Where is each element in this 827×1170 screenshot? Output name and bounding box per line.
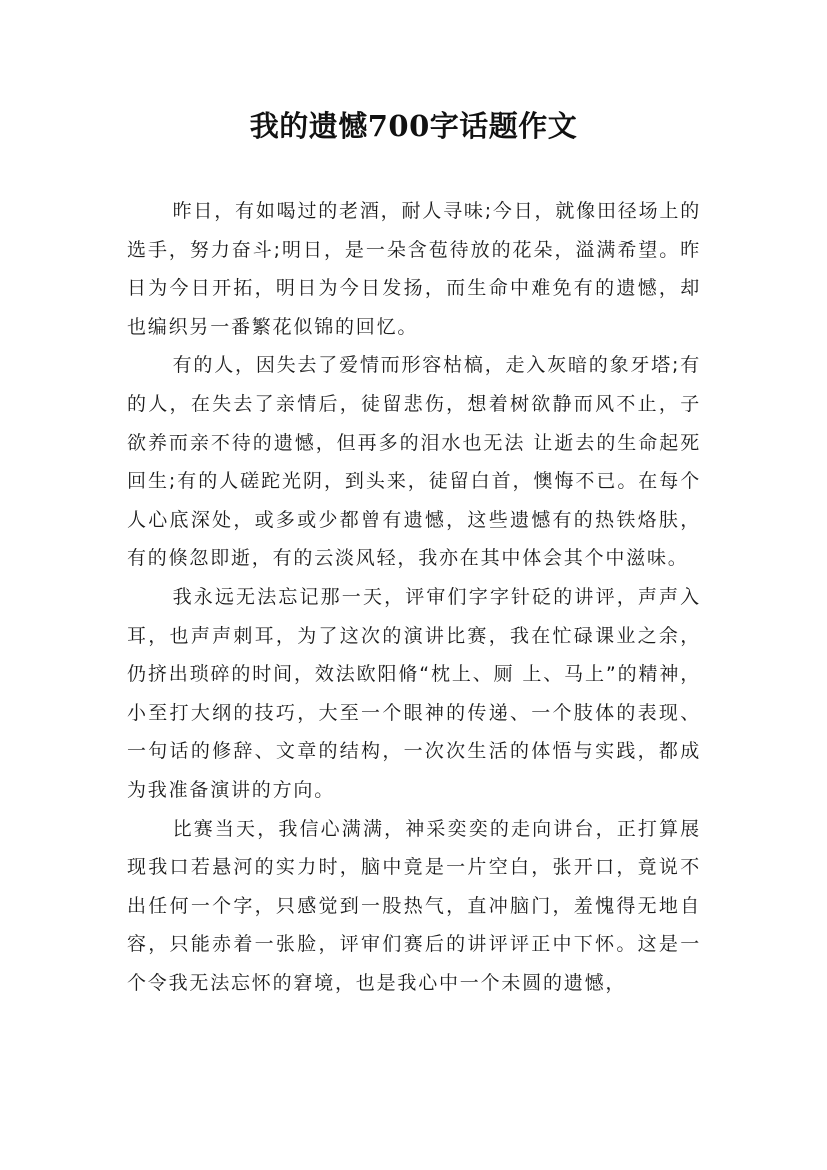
document-title: 我的遗憾700字话题作文	[249, 109, 578, 143]
paragraph-4: 比赛当天，我信心满满，神采奕奕的走向讲台，正打算展现我口若悬河的实力时，脑中竟是一片空白，张开口，竟说不出任何一个字，只感觉到一股热气，直冲脑门，羞愧得无地自容，只能赤着一张脸，评审们赛后的讲评评正中下怀。这是一个令我无法忘怀的窘境，也是我心中一个未圆的遗憾，	[127, 817, 701, 994]
paragraph-3: 我永远无法忘记那一天，评审们字字针砭的讲评，声声入耳，也声声刺耳，为了这次的演讲比赛，我在忙碌课业之余，仍挤出琐碎的时间，效法欧阳脩“枕上、厕 上、马上”的精神，小至打大纲的技巧，大至一个眼神的传递、一个肢体的表现、一句话的修辞、文章的结构，一次次生活的体悟与实践，都成为我准备演讲的方向。	[127, 585, 701, 801]
paragraph-1: 昨日，有如喝过的老酒，耐人寻味;今日，就像田径场上的选手，努力奋斗;明日，是一朵含苞待放的花朵，溢满希望。昨日为今日开拓，明日为今日发扬，而生命中难免有的遗憾，却也编织另一番繁花似锦的回忆。	[127, 200, 701, 338]
paragraph-2: 有的人，因失去了爱情而形容枯槁，走入灰暗的象牙塔;有的人，在失去了亲情后，徒留悲伤，想着树欲静而风不止，子欲养而亲不待的遗憾，但再多的泪水也无法 让逝去的生命起死回生;有的人磋跎光阴，到头来，徒留白首，懊悔不已。在每个人心底深处，或多或少都曾有遗憾，这些遗憾有的热铁烙肤，有的倏忽即逝，有的云淡风轻，我亦在其中体会其个中滋味。	[127, 354, 701, 570]
document-body	[127, 192, 701, 1002]
